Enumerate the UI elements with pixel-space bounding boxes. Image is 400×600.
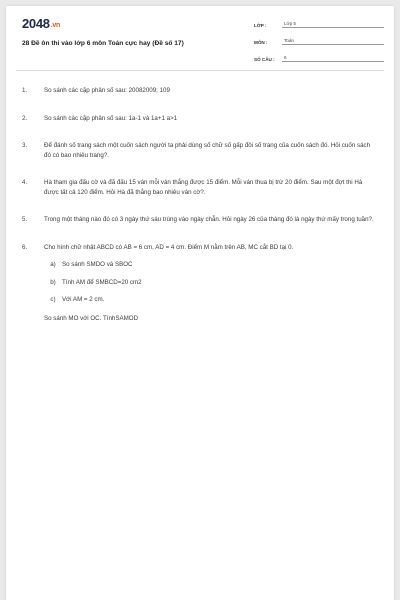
document-title: 28 Đề ôn thi vào lớp 6 môn Toán cực hay (Đề số 17) [22, 40, 184, 47]
sub-question-text: Tính AM để SMBCD=20 cm2 [62, 278, 142, 286]
question-item [22, 178, 378, 197]
question-item [22, 141, 378, 160]
question-number: 2. [22, 114, 28, 122]
logo-suffix: .vn [50, 22, 60, 29]
sub-question [44, 278, 378, 288]
sub-question-label: c) [50, 296, 56, 303]
question-text: So sánh các cặp phân số sau: 20082009; 109 [44, 87, 170, 94]
question-item [22, 86, 378, 96]
header-divider [16, 70, 384, 71]
meta-panel [254, 19, 384, 70]
question-number: 6. [22, 243, 28, 251]
meta-row-subject [254, 36, 384, 45]
document-page [6, 6, 394, 600]
question-text: Trong một tháng nào đó có 3 ngày thứ sáu trùng vào ngày chẵn. Hỏi ngày 26 của tháng đó là ngày thứ mấy trong tuần?. [44, 216, 374, 223]
question-list [22, 86, 378, 341]
question-tail-text: So sánh MO với OC. TínhSAMOD [44, 314, 139, 322]
meta-value: Lớp 5 [282, 21, 384, 28]
sub-question [44, 260, 378, 270]
meta-value: 6 [282, 55, 384, 62]
question-text: Hà tham gia đấu cờ và đã đấu 15 ván mỗi ván thắng được 15 điểm. Mỗi ván thua bị trừ 20 điểm. Sau một đợt thi Hà được tất cả 120 điểm. Hỏi Hà đã thắng bao nhiêu ván cờ?. [44, 179, 363, 196]
question-text: Cho hình chữ nhật ABCD có AB = 6 cm, AD = 4 cm. Điểm M nằm trên AB, MC cắt BD tại 0. [44, 243, 294, 251]
question-number: 3. [22, 142, 28, 149]
meta-label: LỚP : [254, 23, 267, 28]
question-text: Để đánh số trang sách một cuốn sách người ta phải dùng số chữ số gấp đôi số trang của cuốn sách đó. Hỏi cuốn sách đó có bao nhiêu trang?. [44, 142, 371, 159]
sub-question-text: So sánh SMDO và SBOC [62, 261, 133, 268]
sub-question [44, 295, 378, 305]
question-number: 4. [22, 179, 28, 186]
question-number: 1. [22, 87, 28, 94]
meta-row-count [254, 53, 384, 62]
question-item [22, 114, 378, 124]
logo-main: 2048 [22, 16, 50, 31]
question-text: So sánh các cặp phân số sau: 1a-1 và 1a+1 a>1 [44, 114, 178, 122]
question-item [22, 243, 378, 324]
question-item [22, 215, 378, 225]
sub-question-text: Với AM = 2 cm. [62, 296, 105, 303]
site-logo[interactable] [22, 16, 60, 31]
question-body [44, 243, 378, 324]
meta-row-class [254, 19, 384, 28]
meta-label: MÔN : [254, 40, 268, 45]
meta-value: Toán [282, 38, 384, 45]
question-number: 5. [22, 216, 28, 223]
sub-question-label: a) [50, 261, 56, 268]
sub-question-label: b) [50, 278, 56, 286]
meta-label: SỐ CÂU : [254, 57, 275, 62]
